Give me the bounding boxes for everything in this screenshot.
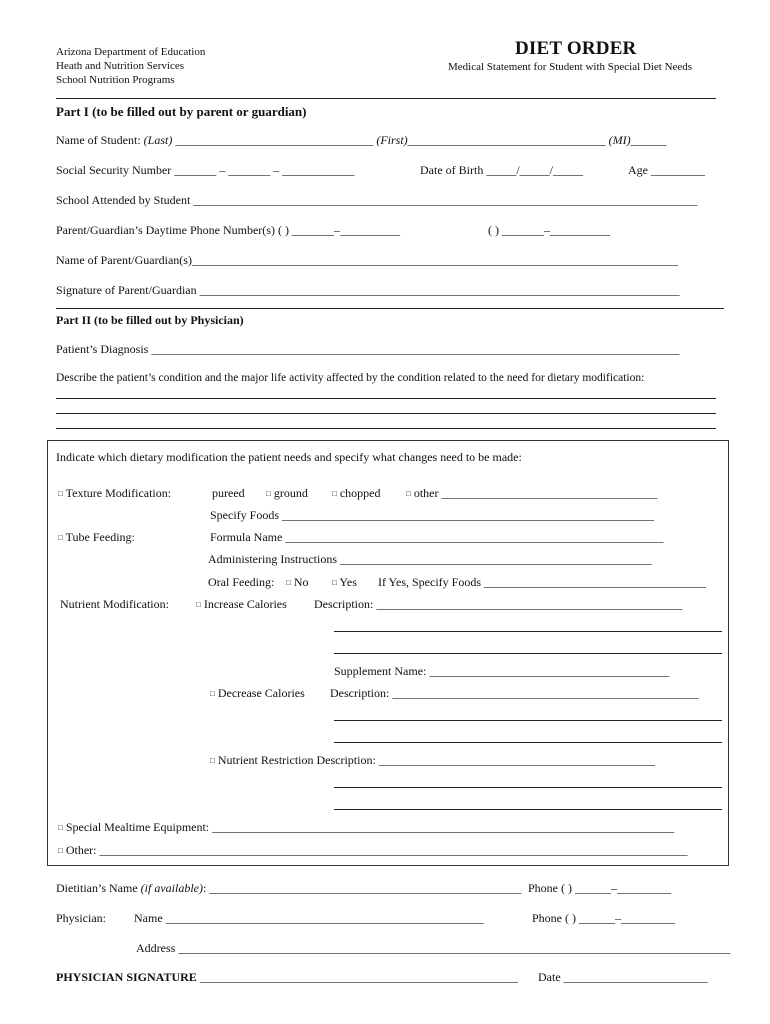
guardian-phone-field[interactable]: Parent/Guardian’s Daytime Phone Number(s) ( ) _______–__________ xyxy=(56,223,400,237)
if-available-note: (if available) xyxy=(140,881,203,895)
dietitian-name-field[interactable]: : ____________________________________________________ xyxy=(202,881,522,895)
checkbox-icon[interactable]: □ xyxy=(58,533,63,542)
first-name-label: (First) xyxy=(376,133,408,147)
no-label: No xyxy=(293,575,309,589)
guardian-name-field[interactable]: Name of Parent/Guardian(s)_________________________________________________________________________________ xyxy=(56,253,678,267)
other-field[interactable]: Other: __________________________________________________________________________________________________ xyxy=(65,843,688,857)
other-texture-field[interactable]: other ____________________________________ xyxy=(413,486,658,500)
checkbox-icon[interactable]: □ xyxy=(332,489,337,498)
age-field[interactable]: Age _________ xyxy=(628,163,705,177)
dietitian-phone-field[interactable]: Phone ( ) ______–_________ xyxy=(528,881,671,895)
guardian-phone-2-field[interactable]: ( ) _______–__________ xyxy=(488,223,610,237)
page-subtitle: Medical Statement for Student with Special Diet Needs xyxy=(448,61,693,73)
org-line-3: School Nutrition Programs xyxy=(56,74,175,86)
org-line-1: Arizona Department of Education xyxy=(56,46,206,58)
describe-line-1[interactable] xyxy=(56,398,716,399)
increase-calories-option[interactable] xyxy=(196,597,287,612)
restriction-line-2[interactable] xyxy=(334,787,722,788)
part1-heading: Part I (to be filled out by parent or guardian) xyxy=(56,104,307,119)
header-divider xyxy=(56,98,716,99)
dietitian-name-row[interactable] xyxy=(56,881,521,896)
checkbox-icon[interactable]: □ xyxy=(58,823,63,832)
describe-label: Describe the patient’s condition and the major life activity affected by the condition related to the need for dietary modification: xyxy=(56,372,645,384)
last-name-field[interactable]: _________________________________ xyxy=(175,133,374,147)
increase-description-field[interactable]: Description: ___________________________________________________ xyxy=(314,597,683,611)
increase-description-line-2[interactable] xyxy=(334,631,722,632)
dietitian-label: Dietitian’s Name xyxy=(56,881,138,895)
physician-signature-field[interactable]: _____________________________________________________ xyxy=(199,970,518,984)
nutrient-restriction-field[interactable]: Nutrient Restriction Description: ______________________________________________ xyxy=(217,753,655,767)
oral-feeding-label: Oral Feeding: xyxy=(208,575,275,589)
ground-option[interactable] xyxy=(266,486,308,501)
mi-field[interactable]: ______ xyxy=(630,133,667,147)
physician-address-field[interactable]: Address ____________________________________________________________________________________________ xyxy=(136,941,731,955)
checkbox-icon[interactable]: □ xyxy=(406,489,411,498)
pureed-option[interactable]: pureed xyxy=(212,486,245,500)
tube-feeding-label: Tube Feeding: xyxy=(65,530,135,544)
texture-label: Texture Modification: xyxy=(65,486,172,500)
describe-line-3[interactable] xyxy=(56,428,716,429)
checkbox-icon[interactable]: □ xyxy=(210,756,215,765)
specify-oral-foods-field[interactable]: If Yes, Specify Foods _____________________________________ xyxy=(378,575,707,589)
signature-date-field[interactable]: Date ________________________ xyxy=(538,970,708,984)
checkbox-icon[interactable]: □ xyxy=(58,846,63,855)
specify-foods-field[interactable]: Specify Foods ______________________________________________________________ xyxy=(210,508,654,522)
physician-signature-label: PHYSICIAN SIGNATURE xyxy=(56,970,197,984)
decrease-description-line-3[interactable] xyxy=(334,742,722,743)
administering-instructions-field[interactable]: Administering Instructions ____________________________________________________ xyxy=(208,552,652,566)
org-line-2: Heath and Nutrition Services xyxy=(56,60,184,72)
checkbox-icon[interactable]: □ xyxy=(332,578,337,587)
dob-field[interactable]: Date of Birth _____/_____/_____ xyxy=(420,163,583,177)
decrease-description-field[interactable]: Description: ___________________________________________________ xyxy=(330,686,699,700)
guardian-signature-field[interactable]: Signature of Parent/Guardian ________________________________________________________________________________ xyxy=(56,283,680,297)
checkbox-icon[interactable]: □ xyxy=(58,489,63,498)
chopped-label: chopped xyxy=(339,486,381,500)
oral-feeding-yes-option[interactable] xyxy=(332,575,357,590)
chopped-option[interactable] xyxy=(332,486,381,501)
school-field[interactable]: School Attended by Student ____________________________________________________________________________________ xyxy=(56,193,698,207)
nutrient-restriction-option[interactable] xyxy=(210,753,655,768)
page-title: DIET ORDER xyxy=(515,38,637,59)
part2-heading: Part II (to be filled out by Physician) xyxy=(56,313,244,327)
special-equipment-field[interactable]: Special Mealtime Equipment: _____________________________________________________________________________ xyxy=(65,820,675,834)
oral-feeding-no-option[interactable] xyxy=(286,575,309,590)
increase-description-line-3[interactable] xyxy=(334,653,722,654)
box-intro: Indicate which dietary modification the patient needs and specify what changes need to be made: xyxy=(56,450,522,464)
other-option[interactable] xyxy=(58,843,688,858)
mi-label: (MI) xyxy=(608,133,631,147)
physician-label: Physician: xyxy=(56,911,106,925)
nutrient-modification-label: Nutrient Modification: xyxy=(60,597,169,611)
student-name-label: Name of Student: xyxy=(56,133,141,147)
other-texture-option[interactable] xyxy=(406,486,658,501)
checkbox-icon[interactable]: □ xyxy=(266,489,271,498)
last-name-label: (Last) xyxy=(143,133,173,147)
supplement-name-field[interactable]: Supplement Name: ________________________________________ xyxy=(334,664,670,678)
texture-modification-option[interactable] xyxy=(58,486,171,501)
decrease-calories-label: Decrease Calories xyxy=(217,686,305,700)
increase-calories-label: Increase Calories xyxy=(203,597,287,611)
restriction-line-3[interactable] xyxy=(334,809,722,810)
yes-label: Yes xyxy=(339,575,357,589)
formula-name-field[interactable]: Formula Name _______________________________________________________________ xyxy=(210,530,664,544)
part-divider xyxy=(56,308,724,309)
describe-line-2[interactable] xyxy=(56,413,716,414)
first-name-field[interactable]: _________________________________ xyxy=(407,133,606,147)
checkbox-icon[interactable]: □ xyxy=(196,600,201,609)
ground-label: ground xyxy=(273,486,308,500)
physician-name-field[interactable]: Name _____________________________________________________ xyxy=(134,911,484,925)
tube-feeding-option[interactable] xyxy=(58,530,135,545)
diagnosis-field[interactable]: Patient’s Diagnosis ________________________________________________________________________________________ xyxy=(56,342,680,356)
checkbox-icon[interactable]: □ xyxy=(210,689,215,698)
special-equipment-option[interactable] xyxy=(58,820,674,835)
checkbox-icon[interactable]: □ xyxy=(286,578,291,587)
decrease-calories-option[interactable] xyxy=(210,686,305,701)
physician-phone-field[interactable]: Phone ( ) ______–_________ xyxy=(532,911,675,925)
physician-signature-row[interactable] xyxy=(56,970,518,985)
student-name-row[interactable] xyxy=(56,133,667,148)
ssn-field[interactable]: Social Security Number _______ – _______ – ____________ xyxy=(56,163,355,177)
decrease-description-line-2[interactable] xyxy=(334,720,722,721)
